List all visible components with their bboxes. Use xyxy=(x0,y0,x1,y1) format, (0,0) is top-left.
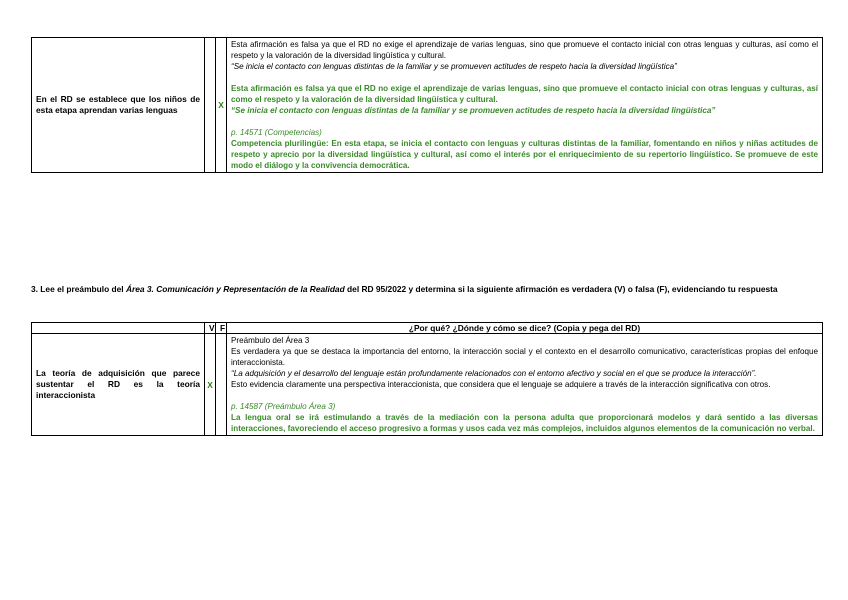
answer-text: Es verdadera ya que se destaca la importancia del entorno, la interacción social y el contexto en el desarrollo comunicativo, características propias del enfoque interaccionista. xyxy=(231,347,818,367)
f-mark-cell: X xyxy=(216,38,227,173)
answer-table-1 xyxy=(31,37,823,173)
answer-text: Esta afirmación es falsa ya que el RD no exige el aprendizaje de varias lenguas, sino que promueve el contacto inicial con otras lenguas y culturas, así como el respeto y la valoración de la diversidad lingüística y cultural. xyxy=(231,40,818,60)
page-reference: p. 14587 (Preámbulo Área 3) xyxy=(231,402,336,411)
v-mark-cell: X xyxy=(205,334,216,436)
section-title: Preámbulo del Área 3 xyxy=(231,336,310,345)
quote-text-green: “Se inicia el contacto con lenguas distintas de la familiar y se promueven actitudes de respeto hacia la diversidad lingüística” xyxy=(231,106,716,115)
reference-text: La lengua oral se irá estimulando a través de la mediación con la persona adulta que proporcionará modelos y dará sentido a las diversas interacciones, favoreciendo el acceso progresivo a formas y usos cada vez más complejos, incluidos algunos elementos de la comunicación no verbal. xyxy=(231,413,818,433)
statement-cell: En el RD se establece que los niños de esta etapa aprendan varias lenguas xyxy=(32,38,205,173)
statement-cell: La teoría de adquisición que parece sustentar el RD es la teoría interaccionista xyxy=(32,334,205,436)
f-mark-cell xyxy=(216,334,227,436)
header-why: ¿Por qué? ¿Dónde y cómo se dice? (Copia y pega del RD) xyxy=(227,323,823,334)
table-row xyxy=(32,334,823,436)
answer-table-2 xyxy=(31,322,823,436)
page-reference: p. 14571 (Competencias) xyxy=(231,128,322,137)
quote-text: “La adquisición y el desarrollo del lenguaje están profundamente relacionados con el entorno afectivo y social en el que se produce la interacción”. xyxy=(231,369,757,378)
question-3: 3. Lee el preámbulo del Área 3. Comunicación y Representación de la Realidad del RD 95/2022 y determina si la siguiente afirmación es verdadera (V) o falsa (F), evidenciando tu respuesta xyxy=(31,284,778,294)
answer-text-green: Esta afirmación es falsa ya que el RD no exige el aprendizaje de varias lenguas, sino que promueve el contacto inicial con otras lenguas y culturas, así como el respeto y la valoración de la diversidad lingüística y cultural. xyxy=(231,84,818,104)
table-header-row xyxy=(32,323,823,334)
header-blank xyxy=(32,323,205,334)
v-mark-cell xyxy=(205,38,216,173)
header-f: F xyxy=(216,323,227,334)
quote-text: “Se inicia el contacto con lenguas distintas de la familiar y se promueven actitudes de respeto hacia la diversidad lingüística” xyxy=(231,62,677,71)
justification-cell xyxy=(227,38,823,173)
table-row xyxy=(32,38,823,173)
answer-text: Esto evidencia claramente una perspectiva interaccionista, que considera que el lenguaje se adquiere a través de la interacción significativa con otros. xyxy=(231,380,771,389)
header-v: V xyxy=(205,323,216,334)
reference-text: Competencia plurilingüe: En esta etapa, se inicia el contacto con lenguas y culturas distintas de la familiar, fomentando en niños y niñas actitudes de respeto y aprecio por la diversidad lingüística y cultural, así como el interés por el enriquecimiento de su repertorio lingüístico. Se promueve de este modo el diálogo y la convivencia democrática. xyxy=(231,139,818,170)
justification-cell xyxy=(227,334,823,436)
